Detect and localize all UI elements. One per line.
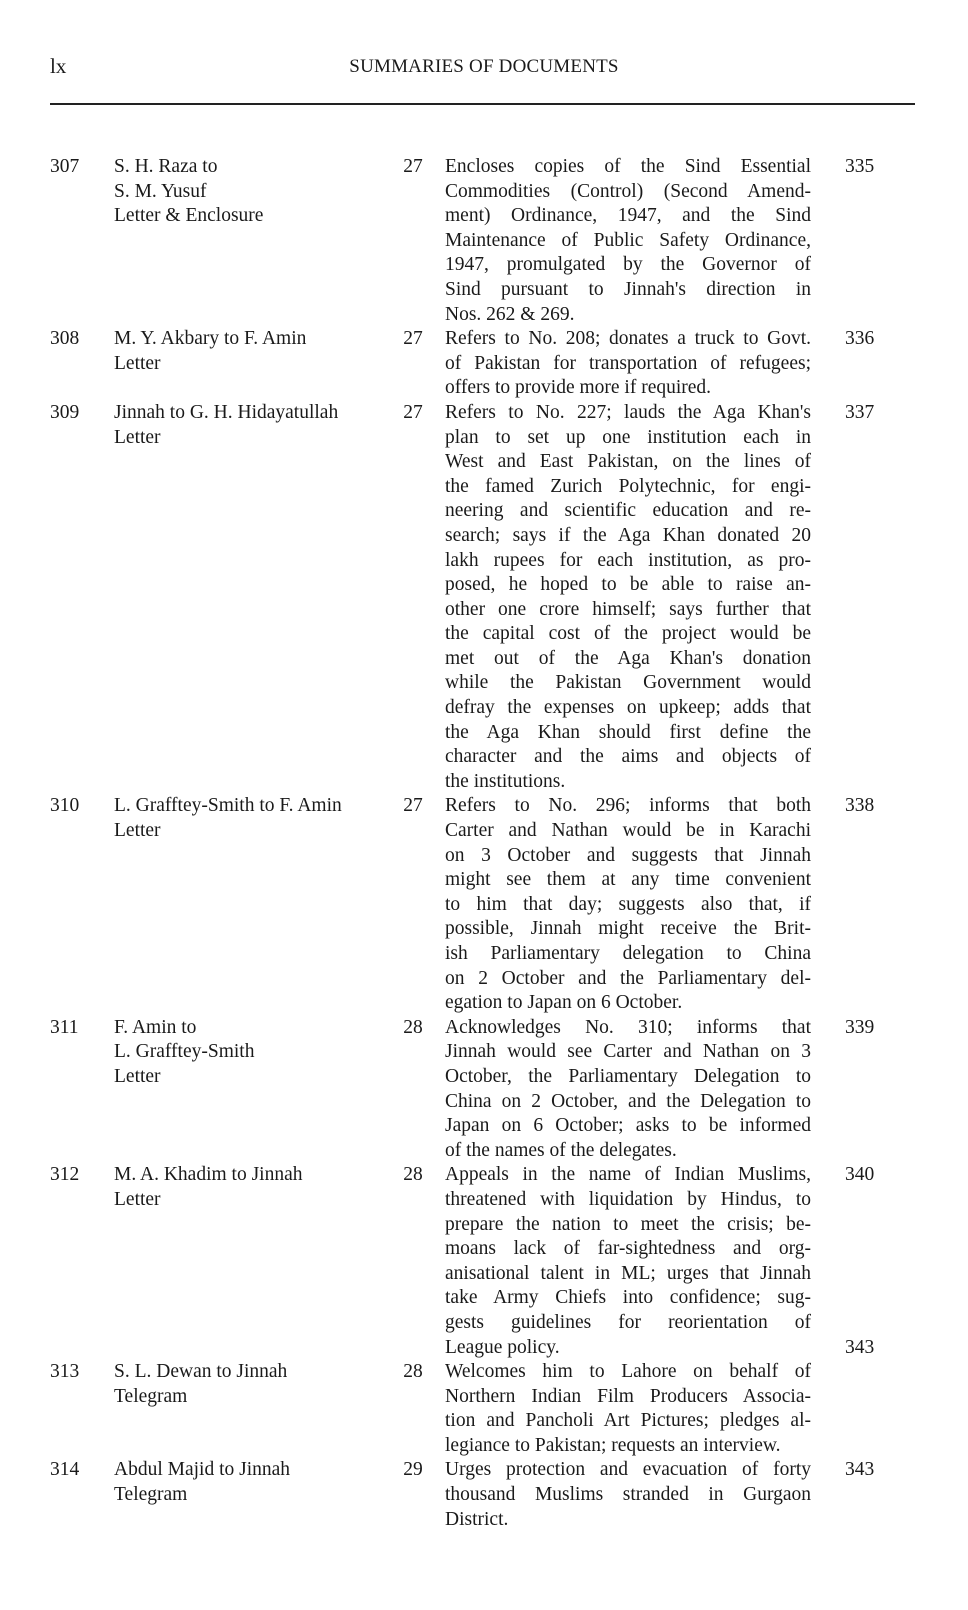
entry-line <box>0 868 968 893</box>
correspondents: F. Amin to <box>114 1016 197 1038</box>
correspondents: S. H. Raza to <box>114 156 218 177</box>
summary-text: might see them at any time convenient <box>445 869 811 891</box>
entry-line <box>0 647 968 672</box>
correspondents: S. L. Dewan to Jinnah <box>114 1361 288 1383</box>
summary-text: of Pakistan for transportation of refugees; <box>445 352 811 374</box>
summary-text: 1947, promulgated by the Governor of <box>445 254 811 276</box>
entry-line <box>0 991 968 1016</box>
page-number: 339 <box>845 1016 875 1038</box>
entry-line <box>0 1483 968 1508</box>
document-number: 312 <box>50 1164 80 1186</box>
summary-text: West and East Pakistan, on the lines of <box>445 451 811 473</box>
summary-text: posed, he hoped to be able to raise an- <box>445 574 811 596</box>
summary-text: the institutions. <box>445 770 566 792</box>
entry-line <box>0 1163 968 1188</box>
summary-text: ment) Ordinance, 1947, and the Sind <box>445 205 811 227</box>
page-number: 343 <box>845 1459 875 1481</box>
summary-text: Nos. 262 & 269. <box>445 303 575 325</box>
running-header: SUMMARIES OF DOCUMENTS <box>349 56 619 77</box>
entry-line <box>0 819 968 844</box>
summary-text: character and the aims and objects of <box>445 746 811 768</box>
entry-line <box>0 573 968 598</box>
correspondents: Letter <box>114 1065 161 1087</box>
entry-line <box>0 253 968 278</box>
entry-line <box>0 499 968 524</box>
entry-line <box>0 1458 968 1483</box>
entry-line <box>0 942 968 967</box>
summary-text: of the names of the delegates. <box>445 1139 677 1161</box>
entry-line <box>0 1434 968 1459</box>
document-entry <box>0 1016 968 1164</box>
entry-line <box>0 180 968 205</box>
entry-line <box>0 549 968 574</box>
document-number: 310 <box>50 795 80 817</box>
summary-text: lakh rupees for each institution, as pro- <box>445 549 811 571</box>
entry-line <box>0 598 968 623</box>
summary-text: October, the Parliamentary Delegation to <box>445 1065 811 1087</box>
document-entry <box>0 1360 968 1458</box>
page-number: 336 <box>845 328 875 350</box>
summary-text: Encloses copies of the Sind Essential <box>445 156 811 177</box>
summary-text: Acknowledges No. 310; informs that <box>445 1016 811 1038</box>
correspondents: Telegram <box>114 1484 188 1506</box>
summary-text: thousand Muslims stranded in Gurgaon <box>445 1484 811 1506</box>
entry-line <box>0 278 968 303</box>
summary-text: Jinnah would see Carter and Nathan on 3 <box>445 1041 811 1063</box>
document-date: 27 <box>403 328 423 350</box>
summary-text: Commodities (Control) (Second Amend- <box>445 180 811 202</box>
summary-text: Appeals in the name of Indian Muslims, <box>445 1164 811 1186</box>
summary-text: League policy. <box>445 1336 560 1358</box>
document-date: 27 <box>403 401 423 423</box>
correspondents: Abdul Majid to Jinnah <box>114 1459 291 1481</box>
document-date: 28 <box>403 1164 423 1186</box>
correspondents: Letter <box>114 1188 161 1210</box>
summary-text: legiance to Pakistan; requests an interview. <box>445 1434 781 1456</box>
summary-text: ish Parliamentary delegation to China <box>445 943 811 964</box>
entry-line <box>0 1385 968 1410</box>
summary-text: egation to Japan on 6 October. <box>445 992 683 1014</box>
entry-line <box>0 1336 968 1361</box>
correspondents: Letter <box>114 820 161 842</box>
entry-line <box>0 352 968 377</box>
document-date: 27 <box>403 795 423 817</box>
entry-line <box>0 1139 968 1164</box>
entry-line <box>0 1262 968 1287</box>
entry-line <box>0 204 968 229</box>
entry-line <box>0 917 968 942</box>
summary-text: take Army Chiefs into confidence; sug- <box>445 1287 811 1309</box>
header-rule <box>50 103 915 105</box>
entry-line <box>0 401 968 426</box>
summary-text: the famed Zurich Polytechnic, for engi- <box>445 475 811 497</box>
summary-text: on 2 October and the Parliamentary del- <box>445 967 811 989</box>
entry-line <box>0 475 968 500</box>
document-entry <box>0 794 968 1015</box>
entry-line <box>0 524 968 549</box>
page-number-end: 343 <box>845 1336 875 1358</box>
entry-line <box>0 1114 968 1139</box>
correspondents: Letter <box>114 352 161 374</box>
summary-text: threatened with liquidation by Hindus, to <box>445 1188 811 1210</box>
entry-line <box>0 721 968 746</box>
summary-text: defray the expenses on upkeep; adds that <box>445 697 811 719</box>
summary-text: the Aga Khan should first define the <box>445 721 811 743</box>
entry-line <box>0 1237 968 1262</box>
page-number: 335 <box>845 156 875 177</box>
document-number: 308 <box>50 328 80 350</box>
entry-line <box>0 376 968 401</box>
document-date: 29 <box>403 1459 423 1481</box>
summary-text: met out of the Aga Khan's donation <box>445 647 811 669</box>
summary-text: Sind pursuant to Jinnah's direction in <box>445 278 811 300</box>
summary-text: Welcomes him to Lahore on behalf of <box>445 1361 811 1383</box>
document-date: 28 <box>403 1016 423 1038</box>
summary-text: China on 2 October, and the Delegation to <box>445 1090 811 1112</box>
entry-line <box>0 696 968 721</box>
summary-text: Maintenance of Public Safety Ordinance, <box>445 229 811 251</box>
document-number: 307 <box>50 156 80 177</box>
entry-line <box>0 229 968 254</box>
summary-text: neering and scientific education and re- <box>445 500 811 522</box>
page-number: 337 <box>845 401 875 423</box>
summary-text: Refers to No. 296; informs that both <box>445 795 811 817</box>
entry-line <box>0 1311 968 1336</box>
entry-line <box>0 622 968 647</box>
correspondents: Jinnah to G. H. Hidayatullah <box>114 401 339 423</box>
entry-line <box>0 794 968 819</box>
page-number: 340 <box>845 1164 875 1186</box>
summary-text: offers to provide more if required. <box>445 377 712 399</box>
entry-line <box>0 1360 968 1385</box>
entry-line <box>0 893 968 918</box>
summary-text: Northern Indian Film Producers Associa- <box>445 1385 811 1407</box>
entry-line <box>0 1213 968 1238</box>
summary-text: moans lack of far-sightedness and org- <box>445 1238 811 1260</box>
page-folio: lx <box>50 54 67 78</box>
correspondents: Letter <box>114 426 161 448</box>
correspondents: S. M. Yusuf <box>114 180 207 202</box>
entry-line <box>0 1040 968 1065</box>
summary-text: anisational talent in ML; urges that Jinnah <box>445 1262 811 1284</box>
document-entry <box>0 401 968 795</box>
summary-text: on 3 October and suggests that Jinnah <box>445 844 811 866</box>
summary-text: possible, Jinnah might receive the Brit- <box>445 918 811 940</box>
entry-line <box>0 426 968 451</box>
entry-line <box>0 327 968 352</box>
summary-text: Carter and Nathan would be in Karachi <box>445 820 811 842</box>
document-entry <box>0 155 968 327</box>
correspondents: L. Grafftey-Smith to F. Amin <box>114 795 342 817</box>
correspondents: Telegram <box>114 1385 188 1407</box>
summary-text: Japan on 6 October; asks to be informed <box>445 1115 811 1137</box>
summary-text: search; says if the Aga Khan donated 20 <box>445 524 811 546</box>
document-number: 313 <box>50 1361 80 1383</box>
correspondents: M. Y. Akbary to F. Amin <box>114 328 307 350</box>
document-number: 314 <box>50 1459 80 1481</box>
document-number: 311 <box>50 1016 79 1038</box>
entry-line <box>0 1409 968 1434</box>
page-number: 338 <box>845 795 875 817</box>
correspondents: Letter & Enclosure <box>114 205 264 227</box>
document-entry <box>0 1163 968 1360</box>
entry-line <box>0 1065 968 1090</box>
summary-text: District. <box>445 1508 509 1530</box>
summary-text: prepare the nation to meet the crisis; be- <box>445 1213 811 1235</box>
summary-text: plan to set up one institution each in <box>445 426 811 448</box>
entry-line <box>0 770 968 795</box>
summary-text: to him that day; suggests also that, if <box>445 893 811 915</box>
summary-text: Refers to No. 227; lauds the Aga Khan's <box>445 401 811 423</box>
document-number: 309 <box>50 401 80 423</box>
document-date: 27 <box>403 156 423 177</box>
summary-text: other one crore himself; says further that <box>445 598 811 620</box>
summary-text: Urges protection and evacuation of forty <box>445 1459 811 1481</box>
entry-line <box>0 844 968 869</box>
summary-text: the capital cost of the project would be <box>445 623 811 645</box>
document-summaries-list <box>0 155 968 1532</box>
entry-line <box>0 671 968 696</box>
summary-text: Refers to No. 208; donates a truck to Govt. <box>445 328 811 350</box>
document-entry <box>0 1458 968 1532</box>
entry-line <box>0 1286 968 1311</box>
document-entry <box>0 327 968 401</box>
correspondents: L. Grafftey-Smith <box>114 1041 255 1063</box>
entry-line <box>0 1016 968 1041</box>
document-date: 28 <box>403 1361 423 1383</box>
entry-line <box>0 1188 968 1213</box>
summary-text: while the Pakistan Government would <box>445 672 811 694</box>
entry-line <box>0 967 968 992</box>
entry-line <box>0 745 968 770</box>
summary-text: gests guidelines for reorientation of <box>445 1311 811 1333</box>
entry-line <box>0 155 968 180</box>
entry-line <box>0 303 968 328</box>
entry-line <box>0 450 968 475</box>
correspondents: M. A. Khadim to Jinnah <box>114 1164 303 1186</box>
entry-line <box>0 1090 968 1115</box>
summary-text: tion and Pancholi Art Pictures; pledges al- <box>445 1410 811 1432</box>
entry-line <box>0 1508 968 1533</box>
